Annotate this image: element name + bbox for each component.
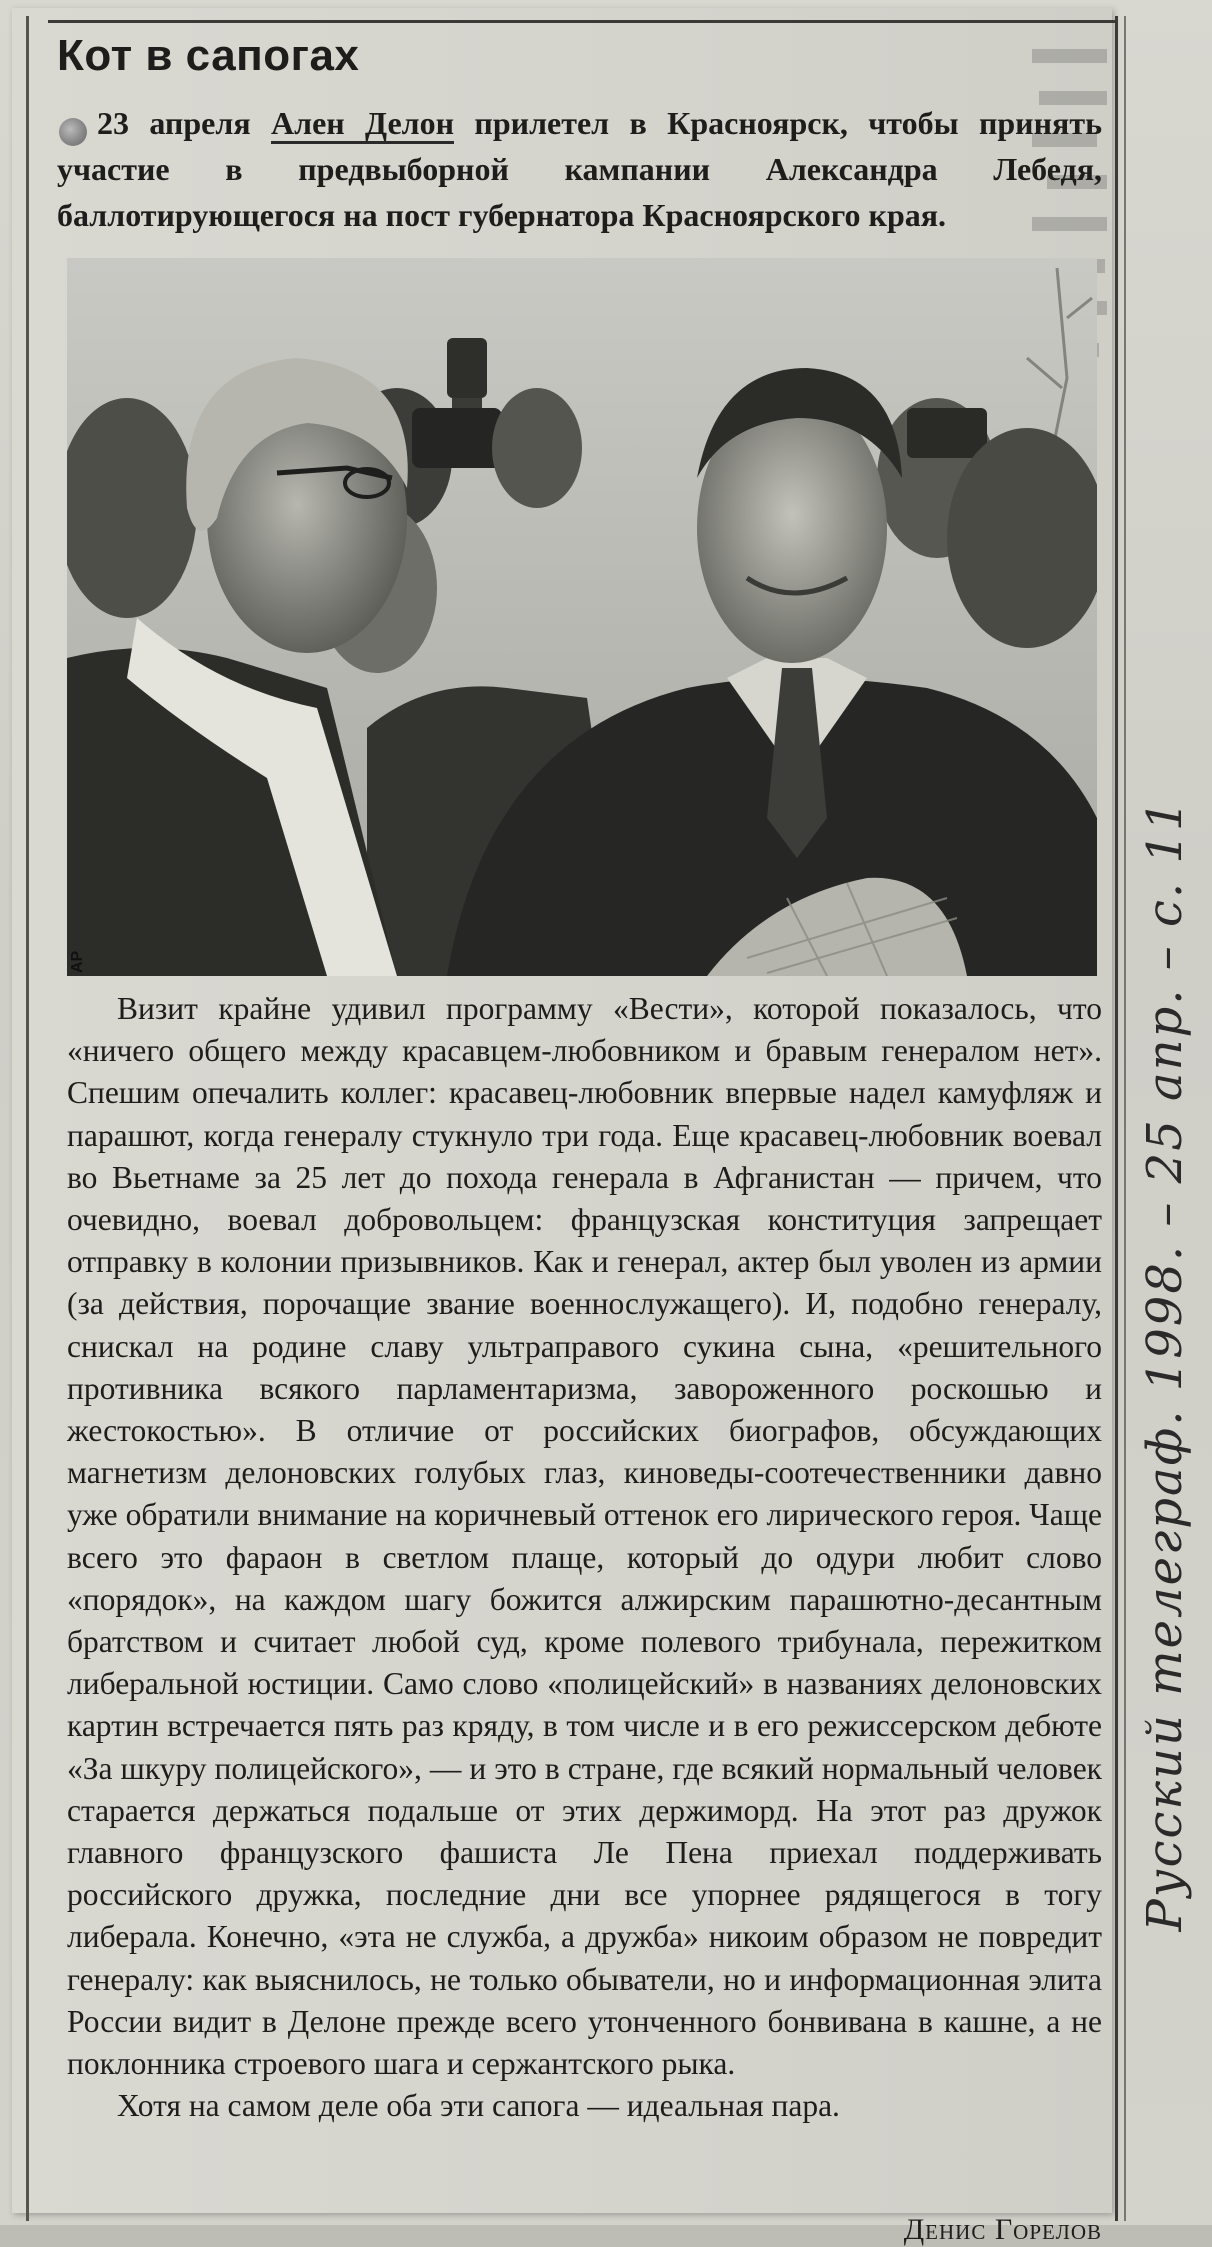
byline: Денис Горелов [903, 2213, 1102, 2246]
body-paragraph-2: Хотя на самом деле оба эти сапога — идеальная пара. [117, 2088, 840, 2124]
photo-credit: AP [69, 950, 86, 973]
photo-image [67, 258, 1097, 976]
annotation-text: Русский телеграф. 1998. – 25 апр. – с. 11 [1137, 798, 1193, 1932]
column-rule-top [48, 20, 1118, 23]
bullet-icon [59, 118, 87, 146]
lead-text-start: 23 апреля [97, 105, 271, 141]
handwritten-annotation [1125, 525, 1205, 2205]
article [57, 28, 1103, 2246]
column-rule-right [1115, 16, 1118, 2221]
lead-text-end: прилетел в Красноярск, чтобы принять участие в предвыборной кампании Александра Лебедя, баллотирующегося на пост губернатора Красноярского края. [57, 105, 1103, 233]
headline: Кот в сапогах [57, 31, 360, 80]
newspaper-clipping [12, 8, 1112, 2246]
lead-name: Ален Делон [271, 105, 454, 144]
article-body [67, 988, 1102, 2127]
column-rule-left [26, 16, 29, 2221]
body-paragraph-1: Визит крайне удивил программу «Вести», которой показалось, что «ничего общего между красавцем-любовником и бравым генералом нет». Спешим опечалить коллег: красавец-любовник впервые надел камуфляж и парашют, когда генералу стукнуло три года. Еще красавец-любовник воевал во Вьетнаме за 25 лет до похода генерала в Афганистан — причем, что очевидно, воевал добровольцем: французская конституция запрещает отправку в колонии призывников. Как и генерал, актер был уволен из армии (за действия, порочащие звание военнослужащего). И, подобно генералу, снискал на родине славу ультраправого сукина сына, «решительного противника всякого парламентаризма, завороженного роскошью и жестокостью». В отличие от российских биографов, обсуждающих магнетизм делоновских голубых глаз, киноведы-соотечественники давно уже обратили внимание на коричневый оттенок его лирического героя. Чаще всего это фараон в светлом плаще, который до одури любит слово «порядок», на каждом шагу божится алжирским парашютно-десантным братством и считает любой суд, кроме полевого трибунала, пережитком либеральной юстиции. Само слово «полицейский» в названиях делоновских картин встречается пять раз кряду, в том числе и в его режиссерском дебюте «За шкуру полицейского», — и это в стране, где всякий нормальный человек старается держаться подальше от этих держиморд. На этот раз дружок главного французского фашиста Ле Пена приехал поддерживать российского дружка, последние дни все упорнее рядящегося в тогу либерала. Конечно, «эта не служба, а дружба» никоим образом не повредит генералу: как выяснилось, не только обыватели, но и информационная элита России видит в Делоне прежде всего утонченного бонвивана в кашне, а не поклонника строевого шага и сержантского рыка. [67, 991, 1102, 2082]
lead-paragraph [57, 100, 1102, 238]
photo [67, 258, 1097, 976]
